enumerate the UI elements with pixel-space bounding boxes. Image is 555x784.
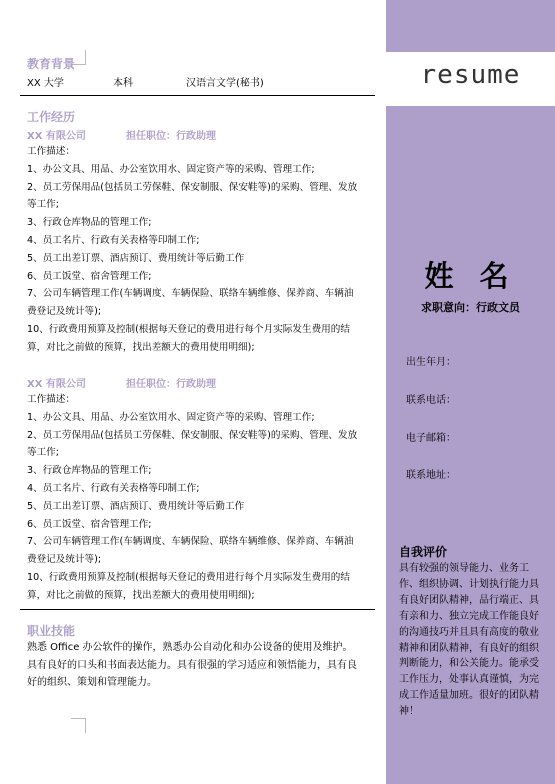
duty-item: 5、员工出差订票、酒店预订、费用统计等后勤工作: [27, 500, 245, 512]
phone-label: 联系电话：: [406, 395, 456, 406]
duty-item: 1、办公文具、用品、办公室饮用水、固定资产等的采购、管理工作;: [27, 411, 315, 423]
work-position-2: 担任职位：行政助理: [126, 379, 216, 390]
duty-item: 7、公司车辆管理工作(车辆调度、车辆保险、联络车辆维修、保养商、车辆油费登记及统计等);: [27, 536, 354, 566]
work-duties-2: [27, 391, 362, 605]
duty-item: 10、行政费用预算及控制(根据每天登记的费用进行每个月实际发生费用的结算，对比之前做的预算，找出差额大的费用使用明细);: [27, 571, 350, 601]
work-title: 工作经历: [27, 110, 76, 124]
divider: [20, 609, 375, 610]
education-major: 汉语言文学(秘书): [186, 78, 264, 89]
self-eval-body: 具有较强的领导能力、业务工作、组织协调、计划执行能力具有良好团队精神，品行端正、具有亲和力、独立完成工作能良好的沟通技巧并且具有高度的敬业精神和团队精神，有良好的组织判断能力，和公关能力。能承受工作压力，处事认真谨慎，为完成工作适量加班。很好的团队精神！: [399, 563, 539, 718]
work-company-1: XX 有限公司: [27, 131, 86, 142]
duty-item: 10、行政费用预算及控制(根据每天登记的费用进行每个月实际发生费用的结算，对比之前做的预算，找出差额大的费用使用明细);: [27, 323, 350, 353]
self-eval-title: 自我评价: [399, 545, 448, 559]
skills-body: 熟悉 Office 办公软件的操作，熟悉办公自动化和办公设备的使用及维护。具有良好的口头和书面表达能力。具有很强的学习适应和领悟能力，具有良好的组织、策划和管理能力。: [27, 642, 357, 688]
resume-label: resume: [420, 60, 521, 90]
duty-item: 2、员工劳保用品(包括员工劳保鞋、保安制服、保安鞋等)的采购、管理、发放等工作;: [27, 181, 358, 211]
duty-item: 3、行政仓库物品的管理工作;: [27, 465, 152, 477]
duty-label: 工作描述：: [27, 146, 75, 157]
email-label: 电子邮箱：: [406, 433, 456, 444]
duty-item: 6、员工饭堂、宿舍管理工作;: [27, 270, 152, 282]
job-intent: 求职意向：行政文员: [421, 301, 520, 314]
education-school: XX 大学: [27, 78, 64, 89]
work-position-1: 担任职位：行政助理: [126, 131, 216, 142]
skills-title: 职业技能: [27, 624, 76, 638]
candidate-name: 姓 名: [424, 259, 517, 293]
work-duties-1: [27, 143, 362, 357]
duty-item: 4、员工名片、行政有关表格等印制工作;: [27, 234, 200, 246]
duty-item: 5、员工出差订票、酒店预订、费用统计等后勤工作: [27, 252, 245, 264]
duty-item: 2、员工劳保用品(包括员工劳保鞋、保安制服、保安鞋等)的采购、管理、发放等工作;: [27, 429, 358, 459]
duty-label: 工作描述：: [27, 394, 75, 405]
address-label: 联系地址：: [406, 470, 456, 481]
corner-mark-bottom: [71, 718, 86, 733]
duty-item: 1、办公文具、用品、办公室饮用水、固定资产等的采购、管理工作;: [27, 163, 315, 175]
birth-label: 出生年月：: [406, 357, 456, 368]
divider: [20, 95, 375, 96]
duty-item: 6、员工饭堂、宿舍管理工作;: [27, 518, 152, 530]
education-degree: 本科: [113, 78, 133, 89]
work-company-2: XX 有限公司: [27, 379, 86, 390]
duty-item: 4、员工名片、行政有关表格等印制工作;: [27, 482, 200, 494]
education-title: 教育背景: [27, 57, 76, 71]
duty-item: 7、公司车辆管理工作(车辆调度、车辆保险、联络车辆维修、保养商、车辆油费登记及统计等);: [27, 288, 354, 318]
duty-item: 3、行政仓库物品的管理工作;: [27, 217, 152, 229]
